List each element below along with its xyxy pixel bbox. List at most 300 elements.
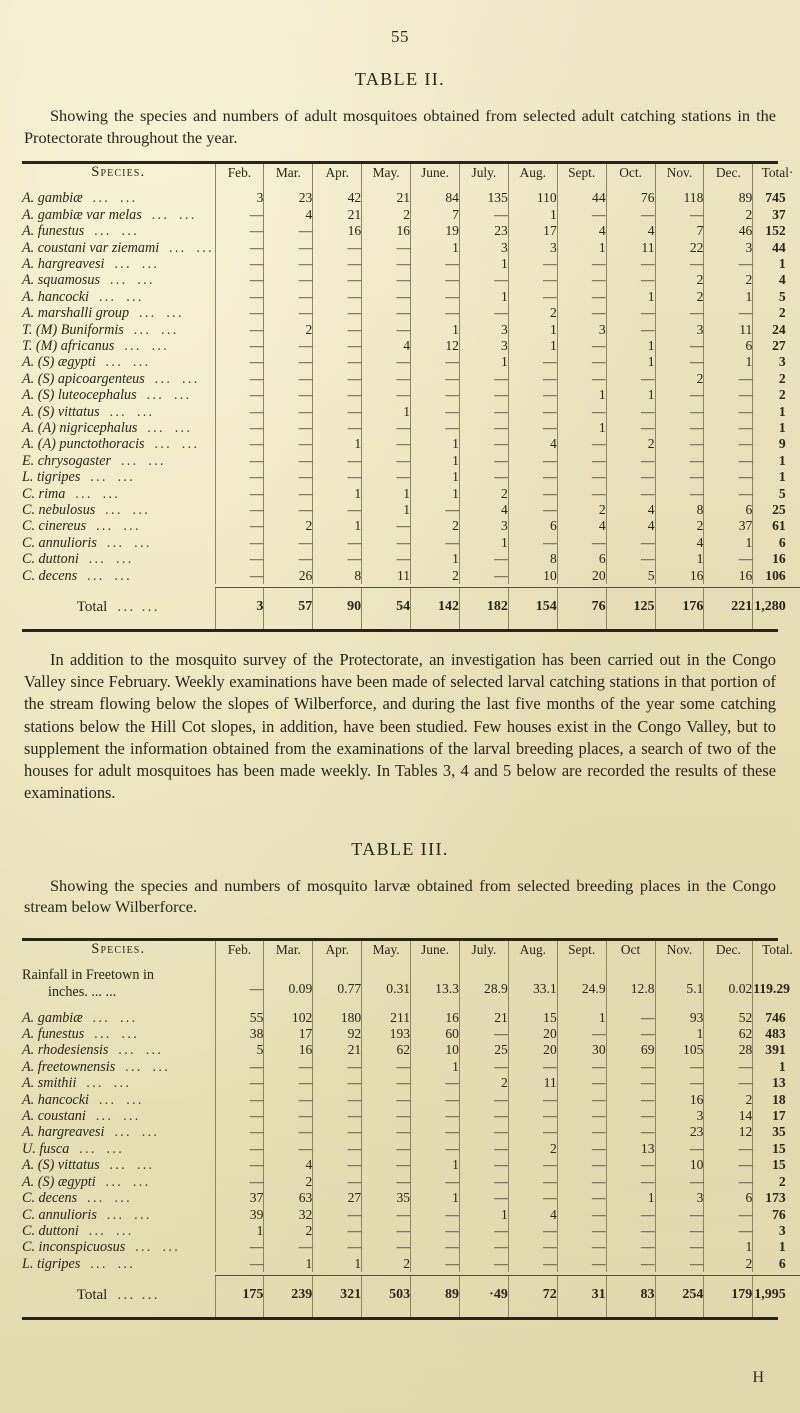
cell-value: 2	[655, 518, 704, 534]
table-row	[22, 1042, 800, 1058]
cell-value: —	[606, 1092, 655, 1108]
cell-value: —	[362, 436, 411, 452]
cell-value: 1	[215, 1223, 264, 1239]
spacer	[22, 620, 215, 629]
cell-value: 1	[459, 1207, 508, 1223]
species-name: A. smithii ... ...	[22, 1075, 132, 1092]
table2-caption-line1: Showing the species and numbers of adult mosquitoes obtained from selected adult catching	[50, 106, 676, 125]
species-name: A. (S) ægypti ... ...	[22, 1173, 151, 1190]
column-header-sept: Sept.	[557, 164, 606, 181]
spacer	[362, 620, 411, 629]
cell-value: —	[606, 1108, 655, 1124]
cell-value: —	[557, 338, 606, 354]
cell-value: 1	[753, 256, 800, 272]
table-row	[22, 1157, 800, 1173]
spacer	[459, 181, 508, 190]
cell-value: —	[459, 1026, 508, 1042]
spacer	[753, 958, 800, 967]
cell-value: —	[557, 1108, 606, 1124]
species-name: A. coustani ... ...	[22, 1108, 141, 1125]
cell-value: 76	[606, 190, 655, 206]
species-name: A. (S) apicoargenteus ... ...	[22, 370, 200, 387]
spacer	[655, 1308, 704, 1317]
table3-title: TABLE III.	[351, 838, 449, 859]
cell-value: —	[215, 502, 264, 518]
species-name: A. (A) punctothoracis ... ...	[22, 436, 200, 453]
column-header-nov: Nov.	[655, 941, 704, 958]
spacer	[459, 1308, 508, 1317]
cell-value: 1	[411, 486, 460, 502]
cell-value: —	[264, 551, 313, 567]
cell-value: —	[606, 1256, 655, 1272]
cell-value: —	[459, 1174, 508, 1190]
cell-value: 2	[362, 207, 411, 223]
total-value: 54	[362, 588, 411, 620]
cell-value: —	[655, 436, 704, 452]
cell-value: 37	[753, 207, 800, 223]
cell-value: —	[459, 420, 508, 436]
table-row	[22, 1174, 800, 1190]
cell-value: 745	[753, 190, 800, 206]
cell-value: 89	[704, 190, 753, 206]
cell-value: 1	[508, 207, 557, 223]
species-name: T. (M) africanus ... ...	[22, 338, 170, 354]
cell-value: 7	[411, 207, 460, 223]
cell-value: —	[606, 404, 655, 420]
cell-value: 21	[459, 1010, 508, 1026]
cell-value: —	[557, 1207, 606, 1223]
cell-value: 11	[508, 1075, 557, 1091]
cell-value: —	[508, 404, 557, 420]
table3-bottom-rule	[22, 1317, 778, 1320]
table2-bottom-rule	[22, 629, 778, 632]
table-row	[22, 1026, 800, 1042]
cell-value: 1	[704, 354, 753, 370]
species-name: A. coustani var ziemami ... ...	[22, 239, 214, 256]
cell-value: —	[362, 1075, 411, 1091]
cell-value: 69	[606, 1042, 655, 1058]
cell-value: —	[704, 371, 753, 387]
total-value: 154	[508, 588, 557, 620]
cell-value: —	[215, 1256, 264, 1272]
cell-value: —	[606, 1157, 655, 1173]
cell-value: —	[557, 1223, 606, 1239]
cell-value: —	[606, 1124, 655, 1140]
cell-value: 1	[557, 240, 606, 256]
cell-value: 2	[557, 502, 606, 518]
spacer	[655, 1001, 704, 1010]
rainfall-value: 24.9	[557, 967, 606, 1001]
cell-value: 6	[508, 518, 557, 534]
cell-value: 3	[508, 240, 557, 256]
cell-value: —	[557, 289, 606, 305]
cell-value: —	[313, 289, 362, 305]
cell-value: —	[313, 322, 362, 338]
cell-value: 24	[753, 322, 800, 338]
cell-value: —	[459, 1256, 508, 1272]
cell-value: —	[215, 338, 264, 354]
rainfall-value: 13.3	[411, 967, 460, 1001]
cell-value: 1	[606, 1190, 655, 1206]
spacer	[606, 958, 655, 967]
cell-value: —	[215, 322, 264, 338]
total-value: 57	[264, 588, 313, 620]
cell-value: 16	[411, 1010, 460, 1026]
species-name: A. (S) vittatus ... ...	[22, 403, 155, 420]
table-row	[22, 190, 800, 206]
cell-value: —	[704, 305, 753, 321]
cell-value: 27	[753, 338, 800, 354]
species-name: A. freetownensis ... ...	[22, 1058, 171, 1075]
cell-value: 23	[459, 223, 508, 239]
spacer	[655, 620, 704, 629]
species-name: E. chrysogaster ... ...	[22, 452, 166, 469]
cell-value: —	[704, 1075, 753, 1091]
table-row	[22, 272, 800, 288]
cell-value: —	[459, 1092, 508, 1108]
table3-head	[22, 941, 800, 958]
total-value: 1,280	[753, 588, 800, 620]
cell-value: 1	[411, 469, 460, 485]
cell-value: —	[557, 469, 606, 485]
spacer	[557, 1001, 606, 1010]
cell-value: —	[411, 256, 460, 272]
cell-value: —	[362, 305, 411, 321]
cell-value: —	[362, 1141, 411, 1157]
total-label: Total ... ...	[76, 598, 160, 615]
cell-value: 5	[606, 568, 655, 584]
table-row	[22, 1010, 800, 1026]
cell-value: 1	[606, 338, 655, 354]
cell-value: —	[264, 1141, 313, 1157]
table-row	[22, 289, 800, 305]
cell-value: —	[215, 305, 264, 321]
cell-value: —	[313, 354, 362, 370]
total-value: 182	[459, 588, 508, 620]
spacer	[655, 181, 704, 190]
cell-value: —	[264, 305, 313, 321]
spacer	[215, 958, 264, 967]
column-header-total: Total·	[753, 164, 800, 181]
cell-value: —	[606, 207, 655, 223]
cell-value: —	[508, 289, 557, 305]
species-name: A. hargreavesi ... ...	[22, 255, 160, 272]
cell-value: 3	[655, 1190, 704, 1206]
spacer	[557, 1308, 606, 1317]
cell-value: —	[362, 551, 411, 567]
cell-value: —	[557, 1026, 606, 1042]
cell-value: —	[508, 486, 557, 502]
cell-value: —	[411, 404, 460, 420]
cell-value: —	[704, 486, 753, 502]
cell-value: 1	[557, 420, 606, 436]
cell-value: 13	[753, 1075, 800, 1091]
cell-value: 1	[411, 322, 460, 338]
cell-value: 180	[313, 1010, 362, 1026]
cell-value: 12	[411, 338, 460, 354]
cell-value: —	[215, 404, 264, 420]
cell-value: —	[362, 354, 411, 370]
cell-value: 1	[411, 436, 460, 452]
cell-value: 76	[753, 1207, 800, 1223]
cell-value: —	[508, 1124, 557, 1140]
cell-value: 1	[557, 387, 606, 403]
cell-value: —	[459, 1124, 508, 1140]
cell-value: —	[508, 420, 557, 436]
species-name: T. (M) Buniformis ... ...	[22, 321, 179, 338]
cell-value: 1	[459, 289, 508, 305]
cell-value: —	[508, 387, 557, 403]
table-row	[22, 469, 800, 485]
cell-value: 1	[606, 387, 655, 403]
cell-value: —	[264, 387, 313, 403]
cell-value: —	[362, 1174, 411, 1190]
species-name: C. nebulosus ... ...	[22, 502, 151, 519]
cell-value: 1	[362, 404, 411, 420]
cell-value: —	[264, 1108, 313, 1124]
cell-value: —	[313, 1223, 362, 1239]
cell-value: 19	[411, 223, 460, 239]
cell-value: —	[362, 1239, 411, 1255]
species-name: A. (S) luteocephalus ... ...	[22, 387, 192, 404]
cell-value: —	[508, 502, 557, 518]
cell-value: 23	[655, 1124, 704, 1140]
column-header-nov: Nov.	[655, 164, 704, 181]
table-row	[22, 371, 800, 387]
cell-value: —	[215, 1059, 264, 1075]
cell-value: 46	[704, 223, 753, 239]
cell-value: 2	[459, 1075, 508, 1091]
cell-value: —	[655, 338, 704, 354]
cell-value: —	[557, 486, 606, 502]
table-row	[22, 1223, 800, 1239]
table-row	[22, 240, 800, 256]
cell-value: 2	[655, 289, 704, 305]
cell-value: —	[411, 1092, 460, 1108]
table-row	[22, 404, 800, 420]
cell-value: 110	[508, 190, 557, 206]
cell-value: 1	[362, 486, 411, 502]
cell-value: —	[215, 420, 264, 436]
cell-value: —	[704, 1141, 753, 1157]
cell-value: 4	[753, 272, 800, 288]
cell-value: —	[264, 1092, 313, 1108]
cell-value: —	[557, 1239, 606, 1255]
table-row	[22, 1059, 800, 1075]
table2-wrapper	[22, 161, 794, 631]
table-row	[22, 223, 800, 239]
cell-value: 1	[411, 1059, 460, 1075]
cell-value: 152	[753, 223, 800, 239]
total-row	[22, 1276, 800, 1308]
cell-value: —	[215, 1174, 264, 1190]
cell-value: —	[459, 305, 508, 321]
cell-value: —	[655, 1059, 704, 1075]
cell-value: —	[215, 1141, 264, 1157]
cell-value: —	[362, 420, 411, 436]
cell-value: 1	[508, 322, 557, 338]
cell-value: —	[215, 256, 264, 272]
spacer	[313, 958, 362, 967]
species-name: C. duttoni ... ...	[22, 551, 134, 568]
cell-value: 20	[557, 568, 606, 584]
cell-value: 4	[606, 223, 655, 239]
cell-value: 2	[753, 387, 800, 403]
cell-value: —	[459, 371, 508, 387]
cell-value: —	[313, 1092, 362, 1108]
total-value: 175	[215, 1276, 264, 1308]
table3-body	[22, 958, 800, 1317]
table3-header-row	[22, 941, 800, 958]
cell-value: 106	[753, 568, 800, 584]
cell-value: 52	[704, 1010, 753, 1026]
cell-value: —	[508, 535, 557, 551]
cell-value: 25	[459, 1042, 508, 1058]
spacer	[508, 620, 557, 629]
table-row	[22, 1190, 800, 1206]
species-name: A. rhodesiensis ... ...	[22, 1042, 164, 1059]
total-value: 3	[215, 588, 264, 620]
total-value: 503	[362, 1276, 411, 1308]
cell-value: —	[411, 289, 460, 305]
cell-value: —	[704, 469, 753, 485]
spacer	[753, 620, 800, 629]
cell-value: —	[508, 1092, 557, 1108]
cell-value: 37	[215, 1190, 264, 1206]
cell-value: —	[264, 256, 313, 272]
column-header-sept: Sept.	[557, 941, 606, 958]
cell-value: —	[362, 1092, 411, 1108]
cell-value: 17	[264, 1026, 313, 1042]
rainfall-value: 5.1	[655, 967, 704, 1001]
cell-value: 32	[264, 1207, 313, 1223]
cell-value: 391	[753, 1042, 800, 1058]
column-header-oct: Oct	[606, 941, 655, 958]
spacer	[411, 1308, 460, 1317]
cell-value: 2	[704, 1092, 753, 1108]
table-row	[22, 436, 800, 452]
cell-value: —	[215, 453, 264, 469]
table-row	[22, 338, 800, 354]
cell-value: 135	[459, 190, 508, 206]
cell-value: —	[557, 371, 606, 387]
column-header-oct: Oct.	[606, 164, 655, 181]
signature-mark: H	[752, 1369, 764, 1386]
cell-value: —	[655, 387, 704, 403]
cell-value: 1	[753, 1239, 800, 1255]
cell-value: 39	[215, 1207, 264, 1223]
column-header-species: Species.	[91, 941, 146, 958]
cell-value: —	[215, 240, 264, 256]
spacer	[22, 1001, 215, 1010]
cell-value: —	[655, 305, 704, 321]
cell-value: —	[606, 453, 655, 469]
cell-value: —	[215, 207, 264, 223]
cell-value: 1	[411, 453, 460, 469]
total-value: 76	[557, 588, 606, 620]
cell-value: 17	[753, 1108, 800, 1124]
cell-value: 2	[459, 486, 508, 502]
cell-value: —	[655, 1239, 704, 1255]
spacer	[362, 1308, 411, 1317]
spacer	[753, 1001, 800, 1010]
cell-value: 3	[215, 190, 264, 206]
cell-value: —	[508, 1239, 557, 1255]
cell-value: 2	[753, 371, 800, 387]
cell-value: 2	[411, 518, 460, 534]
spacer	[655, 958, 704, 967]
species-name: C. decens ... ...	[22, 1190, 132, 1207]
cell-value: —	[313, 1059, 362, 1075]
spacer	[459, 1001, 508, 1010]
cell-value: 1	[655, 551, 704, 567]
cell-value: —	[264, 272, 313, 288]
cell-value: 1	[459, 535, 508, 551]
cell-value: —	[557, 404, 606, 420]
cell-value: 4	[655, 535, 704, 551]
species-name: A. marshalli group ... ...	[22, 305, 184, 322]
cell-value: 1	[264, 1256, 313, 1272]
column-header-total: Total.	[753, 941, 800, 958]
cell-value: —	[655, 420, 704, 436]
total-value: 89	[411, 1276, 460, 1308]
cell-value: 483	[753, 1026, 800, 1042]
cell-value: —	[313, 1207, 362, 1223]
cell-value: 3	[655, 1108, 704, 1124]
spacer	[313, 1308, 362, 1317]
cell-value: —	[704, 1223, 753, 1239]
cell-value: —	[313, 1174, 362, 1190]
cell-value: —	[606, 272, 655, 288]
cell-value: 15	[753, 1141, 800, 1157]
cell-value: —	[606, 1239, 655, 1255]
table3-caption-line2: in the Congo stream below Wilberforce.	[24, 875, 776, 917]
cell-value: —	[411, 1207, 460, 1223]
cell-value: 30	[557, 1042, 606, 1058]
cell-value: —	[313, 1157, 362, 1173]
cell-value: —	[215, 387, 264, 403]
cell-value: 12	[704, 1124, 753, 1140]
cell-value: —	[606, 1059, 655, 1075]
cell-value: 3	[753, 1223, 800, 1239]
cell-value: —	[215, 535, 264, 551]
cell-value: —	[606, 322, 655, 338]
cell-value: —	[411, 1108, 460, 1124]
spacer	[459, 958, 508, 967]
cell-value: 1	[362, 502, 411, 518]
cell-value: 38	[215, 1026, 264, 1042]
cell-value: —	[411, 1075, 460, 1091]
cell-value: —	[362, 387, 411, 403]
total-value: 31	[557, 1276, 606, 1308]
species-name: A. squamosus ... ...	[22, 272, 155, 289]
table2-head	[22, 164, 800, 181]
cell-value: 1	[753, 404, 800, 420]
cell-value: 1	[313, 486, 362, 502]
cell-value: —	[557, 305, 606, 321]
cell-value: 3	[704, 240, 753, 256]
species-name: A. gambiæ ... ...	[22, 190, 138, 207]
cell-value: —	[459, 469, 508, 485]
cell-value: 1	[704, 289, 753, 305]
cell-value: —	[655, 1207, 704, 1223]
spacer	[753, 1308, 800, 1317]
cell-value: —	[215, 1239, 264, 1255]
cell-value: —	[704, 551, 753, 567]
cell-value: —	[606, 1207, 655, 1223]
cell-value: —	[606, 1010, 655, 1026]
cell-value: —	[215, 486, 264, 502]
